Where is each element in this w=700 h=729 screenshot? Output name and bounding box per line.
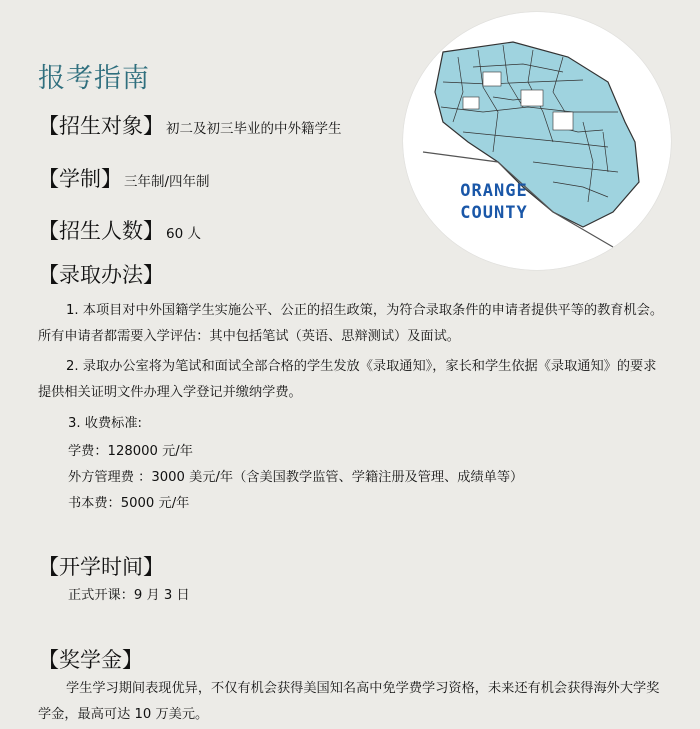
scholarship-text: 学生学习期间表现优异，不仅有机会获得美国知名高中免学费学习资格，未来还有机会获得海外大学奖学金，最高可达 10 万美元。 (38, 681, 660, 722)
section-quota-value: 60 人 (166, 226, 201, 242)
section-quota-heading: 【招生人数】 (38, 219, 164, 243)
orange-county-map (403, 12, 671, 270)
orange-county-label: ORANGE COUNTY (460, 181, 528, 223)
section-scholarship-heading: 【奖学金】 (38, 648, 143, 672)
section-quota (38, 215, 201, 245)
section-start-heading: 【开学时间】 (38, 555, 164, 579)
fee-books: 书本费：5000 元/年 (68, 496, 190, 511)
county-map-graphic (403, 12, 671, 270)
admission-paragraph-2: 2. 录取办公室将为笔试和面试全部合格的学生发放《录取通知》，家长和学生依据《录取通知》的要求提供相关证明文件办理入学登记并缴纳学费。 (38, 359, 657, 400)
section-target-heading: 【招生对象】 (38, 114, 164, 138)
fee-tuition: 学费：128000 元/年 (68, 444, 193, 459)
section-system (38, 163, 210, 193)
section-system-heading: 【学制】 (38, 167, 122, 191)
fee-label: 3. 收费标准: (68, 416, 142, 431)
section-target-value: 初二及初三毕业的中外籍学生 (166, 121, 342, 137)
fee-management: 外方管理费 ：3000 美元/年（含美国教学监管、学籍注册及管理、成绩单等） (68, 470, 524, 485)
section-admission-heading: 【录取办法】 (38, 263, 164, 287)
admission-paragraph-1: 1. 本项目对中外国籍学生实施公平、公正的招生政策，为符合录取条件的申请者提供平等的教育机会。所有申请者都需要入学评估：其中包括笔试（英语、思辩测试）及面试。 (38, 303, 664, 344)
section-system-value: 三年制/四年制 (124, 174, 210, 190)
start-date: 正式开课：9 月 3 日 (68, 588, 190, 603)
section-target (38, 110, 342, 140)
page-title: 报考指南 (38, 63, 150, 94)
